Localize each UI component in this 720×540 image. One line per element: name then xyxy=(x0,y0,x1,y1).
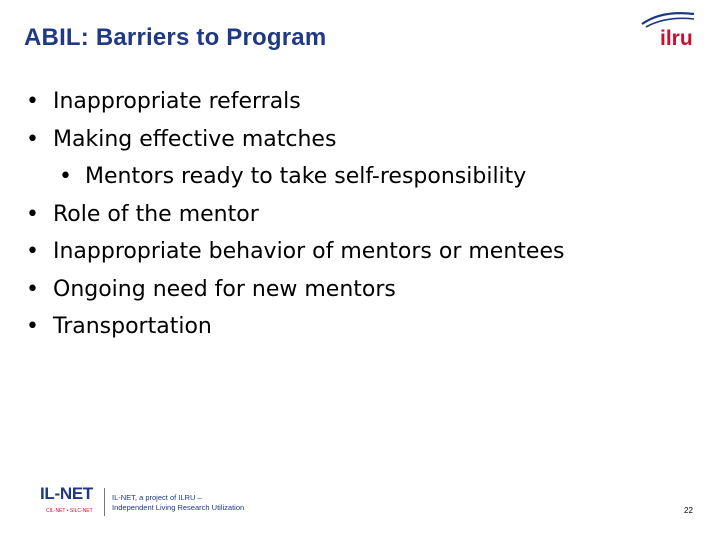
bullet-dot: • xyxy=(26,89,39,114)
il-net-footer-logo xyxy=(40,484,260,520)
bullet-item xyxy=(26,271,564,309)
bullet-text: Inappropriate behavior of mentors or mentees xyxy=(53,239,565,264)
page-number: 22 xyxy=(684,506,693,515)
bullet-item xyxy=(26,121,564,159)
bullet-dot: • xyxy=(26,239,39,264)
footer-divider xyxy=(104,488,105,516)
bullet-text: Mentors ready to take self-responsibility xyxy=(85,164,527,189)
bullet-dot: • xyxy=(26,314,39,339)
bullet-text: Transportation xyxy=(53,314,212,339)
footer-tagline-2: Independent Living Research Utilization xyxy=(112,503,245,512)
footer-tagline-1: IL-NET, a project of ILRU – xyxy=(112,493,202,502)
bullet-dot: • xyxy=(26,126,39,152)
bullet-item xyxy=(26,83,564,121)
bullet-item xyxy=(26,308,564,346)
bullet-list xyxy=(26,83,564,346)
bullet-text: Role of the mentor xyxy=(53,201,259,227)
il-net-brand-sub: CIL-NET • SILC-NET xyxy=(46,508,93,514)
bullet-item xyxy=(26,196,564,234)
bullet-item xyxy=(26,233,564,271)
il-net-brand: IL-NET xyxy=(40,484,93,503)
bullet-text: Ongoing need for new mentors xyxy=(53,276,396,302)
bullet-dot: • xyxy=(59,164,72,189)
bullet-dot: • xyxy=(26,276,39,302)
sub-bullet-item xyxy=(26,158,564,196)
bullet-text: Inappropriate referrals xyxy=(53,89,301,114)
logo-text: ilru xyxy=(660,27,693,48)
slide-title: ABIL: Barriers to Program xyxy=(24,24,327,51)
ilru-logo-icon xyxy=(632,8,706,48)
bullet-text: Making effective matches xyxy=(53,126,337,152)
bullet-dot: • xyxy=(26,201,39,227)
